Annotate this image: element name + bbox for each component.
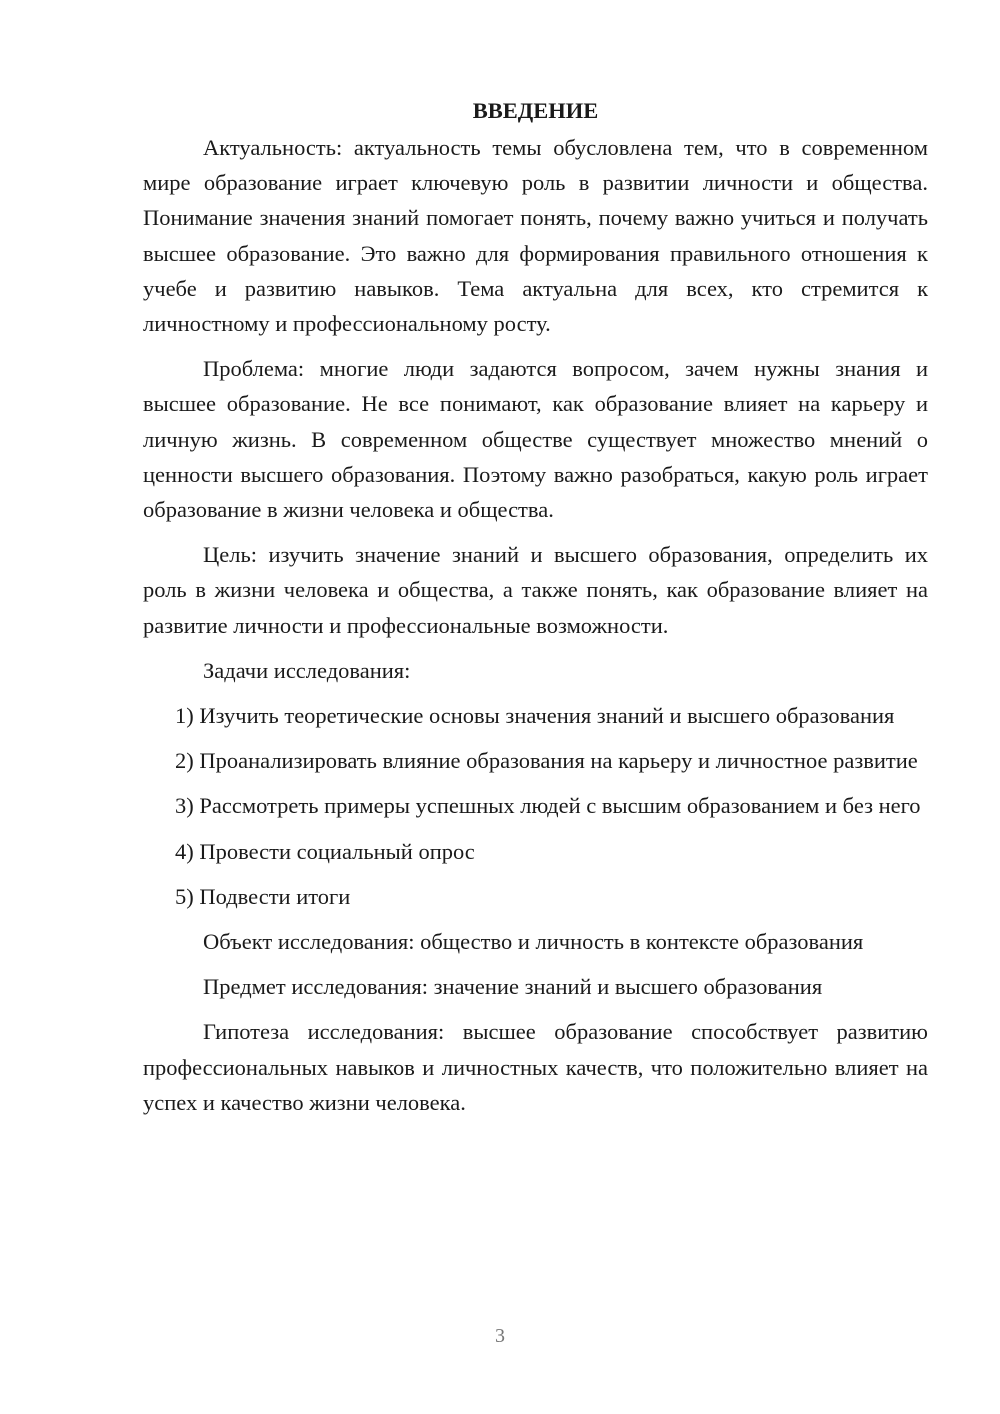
problem-paragraph: Проблема: многие люди задаются вопросом, зачем нужны знания и высшее образование. Не все понимают, как образование влияет на карьеру и личную жизнь. В современном обществе существует множество мнений о ценности высшего образования. Поэтому важно разобраться, какую роль играет образование в жизни человека и общества. xyxy=(143,356,928,523)
task-item: 3) Рассмотреть примеры успешных людей с высшим образованием и без него xyxy=(175,793,921,819)
task-item: 4) Провести социальный опрос xyxy=(175,838,475,864)
page-number: 3 xyxy=(495,1325,505,1347)
document-page xyxy=(143,93,928,1130)
hypothesis-paragraph: Гипотеза исследования: высшее образование способствует развитию профессиональных навыков и личностных качеств, что положительно влияет на успех и качество жизни человека. xyxy=(143,1019,928,1115)
subject-paragraph: Предмет исследования: значение знаний и высшего образования xyxy=(203,974,823,1000)
tasks-heading: Задачи исследования: xyxy=(203,657,411,683)
task-item: 2) Проанализировать влияние образования на карьеру и личностное развитие xyxy=(175,748,918,774)
relevance-paragraph: Актуальность: актуальность темы обусловлена тем, что в современном мире образование играет ключевую роль в развитии личности и общества. Понимание значения знаний помогает понять, почему важно учиться и получать высшее образование. Это важно для формирования правильного отношения к учебе и развитию навыков. Тема актуальна для всех, кто стремится к личностному и профессиональному росту. xyxy=(143,135,928,337)
task-item: 5) Подвести итоги xyxy=(175,883,351,909)
task-item: 1) Изучить теоретические основы значения знаний и высшего образования xyxy=(175,703,895,729)
section-title: ВВЕДЕНИЕ xyxy=(472,98,599,123)
object-paragraph: Объект исследования: общество и личность в контексте образования xyxy=(203,929,864,955)
goal-paragraph: Цель: изучить значение знаний и высшего образования, определить их роль в жизни человека и общества, а также понять, как образование влияет на развитие личности и профессиональные возможности. xyxy=(143,542,928,638)
